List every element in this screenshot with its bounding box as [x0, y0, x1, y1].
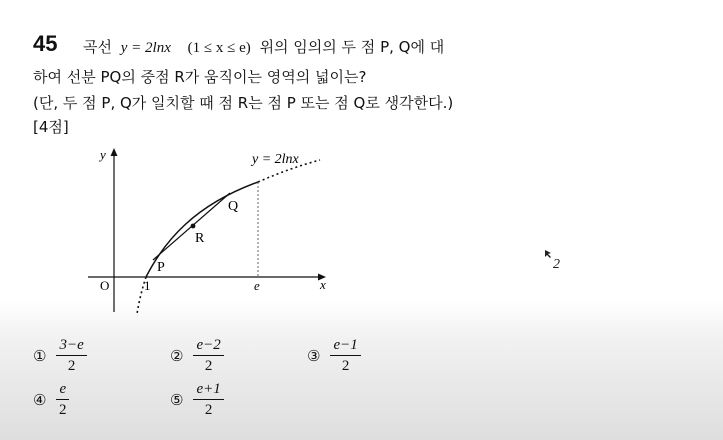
choice-2-fraction	[193, 336, 223, 375]
problem-points: [4점]	[33, 118, 69, 136]
choice-5-fraction	[193, 380, 223, 419]
choice-3-marker: ③	[307, 346, 321, 365]
choice-3-denominator: 2	[341, 358, 350, 374]
point-p-label: P	[157, 260, 165, 275]
choice-3-numerator: e−1	[330, 336, 360, 356]
cursor-arrow-icon	[545, 250, 551, 258]
choice-3[interactable]	[307, 336, 361, 375]
y-axis-label: y	[100, 147, 106, 162]
choice-2-denominator: 2	[204, 358, 213, 374]
tick-label-1: 1	[144, 278, 151, 293]
choice-5-numerator: e+1	[193, 380, 223, 400]
choice-1-numerator: 3−e	[56, 336, 86, 356]
choice-2-numerator: e−2	[193, 336, 223, 356]
choice-3-fraction	[330, 336, 360, 375]
problem-line-2: 하여 선분 PQ의 중점 R가 움직이는 영역의 넓이는?	[33, 68, 367, 86]
y-axis-arrow	[111, 148, 118, 156]
x-axis-label: x	[320, 277, 326, 292]
choice-4-marker: ④	[33, 390, 47, 409]
choice-4-denominator: 2	[59, 402, 67, 418]
point-r-label: R	[195, 231, 205, 246]
choice-2-marker: ②	[170, 346, 184, 365]
point-q-label: Q	[228, 199, 239, 214]
problem-number: 45	[33, 31, 58, 56]
problem-line-3: (단, 두 점 P, Q가 일치할 때 점 R는 점 P 또는 점 Q로 생각한다.)	[33, 94, 454, 112]
cursor-annotation	[544, 248, 574, 272]
problem-line-1	[83, 36, 444, 57]
choice-5-marker: ⑤	[170, 390, 184, 409]
choice-4-fraction	[56, 380, 69, 419]
choice-2[interactable]	[170, 336, 224, 375]
line1-suffix: 위의 임의의 두 점 P, Q에 대	[259, 38, 445, 56]
origin-label: O	[100, 278, 110, 293]
line1-prefix: 곡선	[83, 38, 112, 56]
midpoint-r	[191, 224, 196, 229]
choice-1-denominator: 2	[67, 358, 76, 374]
choice-5-denominator: 2	[204, 402, 213, 418]
choice-1[interactable]	[33, 336, 87, 375]
cursor-annotation-text: 2	[553, 257, 560, 272]
choice-4[interactable]	[33, 380, 69, 419]
tick-label-e: e	[254, 278, 260, 293]
curve-equation: y = 2lnx	[120, 40, 171, 56]
curve-domain: (1 ≤ x ≤ e)	[187, 40, 251, 56]
choice-4-numerator: e	[56, 380, 69, 400]
graph-figure	[80, 140, 350, 320]
choice-1-fraction	[56, 336, 86, 375]
choice-1-marker: ①	[33, 346, 47, 365]
curve-label: y = 2lnx	[252, 152, 299, 167]
choice-5[interactable]	[170, 380, 224, 419]
